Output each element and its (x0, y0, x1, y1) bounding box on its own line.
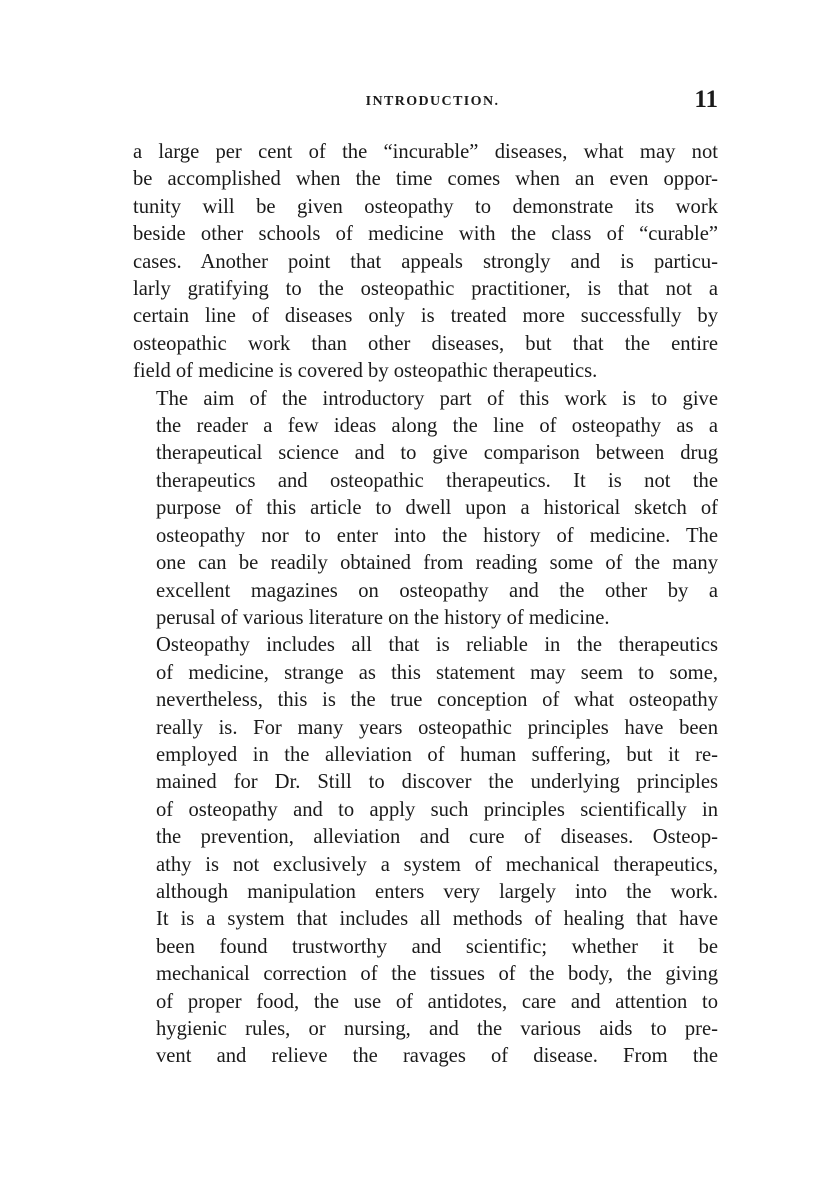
body-text (133, 139, 718, 1071)
text-line: nevertheless, this is the true conception of what osteopathy (156, 689, 718, 712)
text-line: really is. For many years osteopathic principles have been (156, 716, 718, 739)
text-line: employed in the alleviation of human suffering, but it re- (156, 743, 718, 766)
text-line: Osteopathy includes all that is reliable in the therapeutics (156, 634, 718, 657)
text-line: a large per cent of the “incurable” diseases, what may not (133, 141, 718, 163)
text-line: one can be readily obtained from reading some of the many (156, 552, 718, 575)
text-line: perusal of various literature on the history of medicine. (156, 606, 610, 629)
text-line: larly gratifying to the osteopathic practitioner, is that not a (133, 278, 718, 301)
text-line: mechanical correction of the tissues of the body, the giving (156, 963, 718, 986)
running-head: INTRODUCTION. (365, 94, 500, 109)
text-line: of medicine, strange as this statement may seem to some, (156, 661, 718, 684)
page-header (135, 86, 720, 122)
text-line: although manipulation enters very largely into the work. (156, 880, 718, 903)
paragraph-2 (133, 386, 718, 633)
text-line: It is a system that includes all methods of healing that have (156, 908, 718, 931)
text-line: cases. Another point that appeals strongly and is particu- (133, 250, 718, 273)
text-line: tunity will be given osteopathy to demonstrate its work (133, 195, 718, 218)
text-line: of osteopathy and to apply such principles scientifically in (156, 798, 718, 821)
text-line: beside other schools of medicine with the class of “curable” (133, 223, 718, 246)
text-line: mained for Dr. Still to discover the underlying principles (156, 771, 718, 794)
text-line: hygienic rules, or nursing, and the various aids to pre- (156, 1018, 718, 1040)
text-line: therapeutics and osteopathic therapeutics. It is not the (156, 469, 718, 492)
page-number: 11 (694, 86, 718, 113)
paragraph-1 (133, 139, 718, 386)
text-line: vent and relieve the ravages of disease. From the (156, 1045, 718, 1068)
text-line: of proper food, the use of antidotes, care and attention to (156, 990, 718, 1013)
text-line: athy is not exclusively a system of mechanical therapeutics, (156, 853, 718, 876)
text-line: been found trustworthy and scientific; whether it be (156, 935, 718, 958)
text-line: the reader a few ideas along the line of osteopathy as a (156, 415, 718, 438)
text-line: the prevention, alleviation and cure of diseases. Osteop- (156, 826, 718, 849)
text-line: osteopathy nor to enter into the history of medicine. The (156, 524, 718, 547)
text-line: certain line of diseases only is treated more successfully by (133, 305, 718, 328)
text-line: field of medicine is covered by osteopathic therapeutics. (133, 360, 598, 383)
text-line: be accomplished when the time comes when an even oppor- (133, 168, 718, 191)
paragraph-3 (133, 632, 718, 1071)
text-line: purpose of this article to dwell upon a historical sketch of (156, 497, 718, 520)
text-line: osteopathic work than other diseases, but that the entire (133, 332, 718, 355)
text-line: therapeutical science and to give comparison between drug (156, 442, 718, 465)
text-line: The aim of the introductory part of this work is to give (156, 387, 718, 410)
text-line: excellent magazines on osteopathy and the other by a (156, 579, 718, 602)
